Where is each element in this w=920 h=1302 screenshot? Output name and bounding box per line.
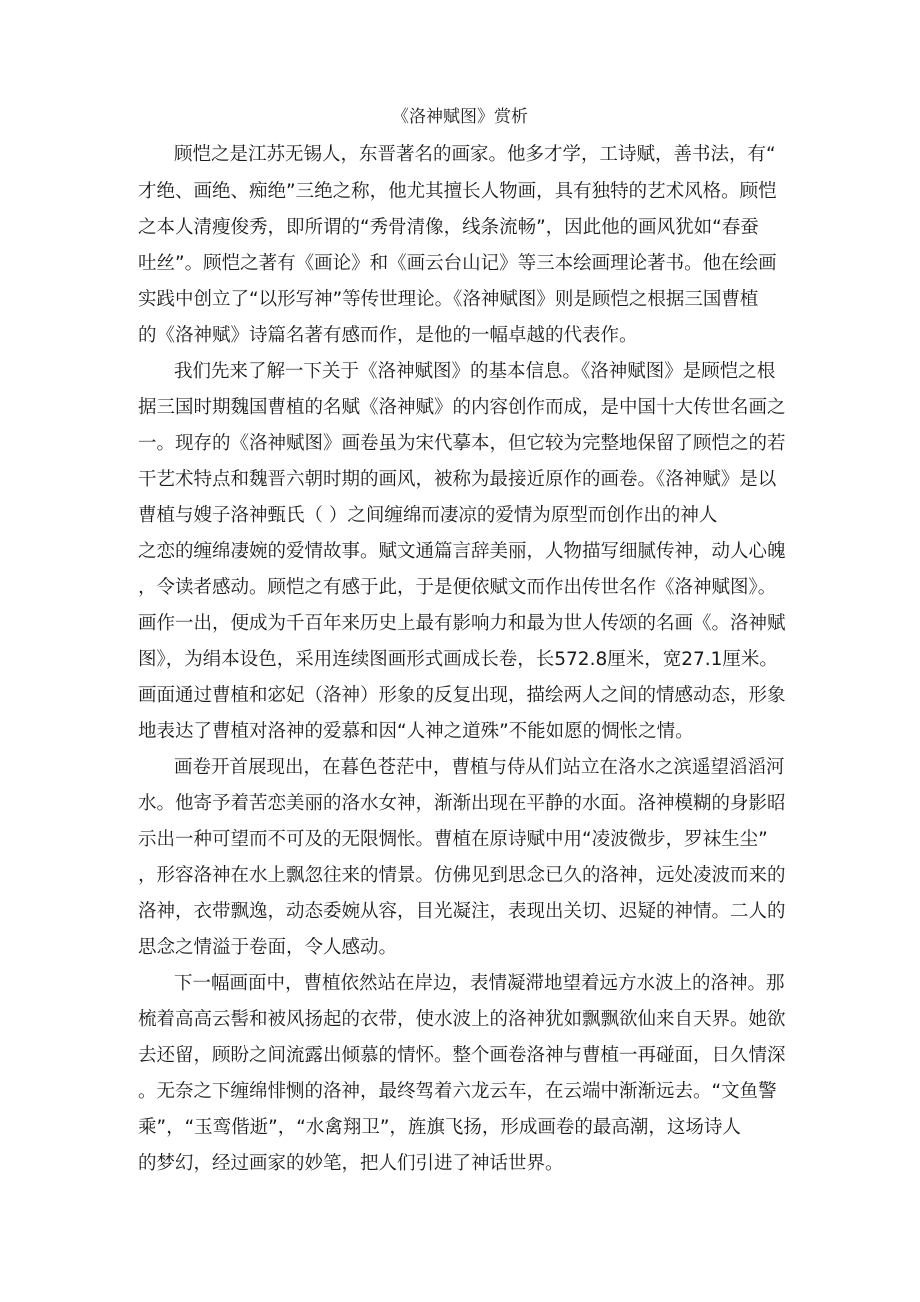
text-line: 下一幅画面中，曹植依然站在岸边，表情凝滞地望着远方水波上的洛神。那 <box>174 973 785 994</box>
text-line: 才绝、画绝、痴绝”三绝之称，他尤其擅长人物画，具有独特的艺术风格。顾恺 <box>138 181 777 202</box>
text-line: 思念之情溢于卷面，令人感动。 <box>138 937 398 958</box>
text-line: 顾恺之是江苏无锡人，东晋著名的画家。他多才学，工诗赋，善书法，有“ <box>174 144 776 165</box>
text-line: 的《洛神赋》诗篇名著有感而作，是他的一幅卓越的代表作。 <box>138 325 638 346</box>
text-line: 据三国时期魏国曹植的名赋《洛神赋》的内容创作而成，是中国十大传世名画之 <box>138 397 786 418</box>
text-line: 一。现存的《洛神赋图》画卷虽为宋代摹本，但它较为完整地保留了顾恺之的若 <box>138 433 786 454</box>
text-line: 吐丝”。顾恺之著有《画论》和《画云台山记》等三本绘画理论著书。他在绘画 <box>138 253 777 274</box>
text-line: 画卷开首展现出，在暮色苍茫中，曹植与侍从们站立在洛水之滨遥望滔滔河 <box>174 757 785 778</box>
text-line: 的梦幻，经过画家的妙笔，把人们引进了神话世界。 <box>138 1153 564 1174</box>
text-line: 示出一种可望而不可及的无限惆怅。曹植在原诗赋中用“凌波微步，罗袜生尘” <box>138 829 768 850</box>
text-line: 水。他寄予着苦恋美丽的洛水女神，渐渐出现在平静的水面。洛神模糊的身影昭 <box>138 793 786 814</box>
text-line: 乘”，“玉鸾偕逝”，“水禽翔卫”，旌旗飞扬，形成画卷的最高潮，这场诗人 <box>138 1117 741 1138</box>
text-line: 图》，为绢本设色，采用连续图画形式画成长卷，长572.8厘米，宽27.1厘米。 <box>138 649 778 670</box>
text-line: 去还留，顾盼之间流露出倾慕的情怀。整个画卷洛神与曹植一再碰面，日久情深 <box>138 1045 786 1066</box>
text-line: 地表达了曹植对洛神的爱慕和因“人神之道殊”不能如愿的惆怅之情。 <box>138 721 694 742</box>
text-line: 实践中创立了“以形写神”等传世理论。《洛神赋图》则是顾恺之根据三国曹植 <box>138 289 759 310</box>
text-line: 曹植与嫂子洛神甄氏（ ）之间缠绵而凄凉的爱情为原型而创作出的神人 <box>138 505 718 526</box>
text-line: 梳着高高云髻和被风扬起的衣带，使水波上的洛神犹如飘飘欲仙来自天界。她欲 <box>138 1009 786 1030</box>
text-line: 画面通过曹植和宓妃（洛神）形象的反复出现，描绘两人之间的情感动态，形象 <box>138 685 786 706</box>
text-line: 。无奈之下缠绵悱恻的洛神，最终驾着六龙云车，在云端中渐渐远去。“文鱼警 <box>138 1081 777 1102</box>
document-title: 《洛神赋图》赏析 <box>392 107 528 127</box>
text-line: 我们先来了解一下关于《洛神赋图》的基本信息。《洛神赋图》是顾恺之根 <box>174 361 776 382</box>
text-line: 之本人清瘦俊秀，即所谓的“秀骨清像，线条流畅”，因此他的画风犹如“春蚕 <box>138 217 759 238</box>
text-line: ，令读者感动。顾恺之有感于此，于是便依赋文而作出传世名作《洛神赋图》。 <box>138 577 777 598</box>
text-line: 画作一出，便成为千百年来历史上最有影响力和最为世人传颂的名画《。洛神赋 <box>138 613 786 634</box>
text-line: 洛神，衣带飘逸，动态委婉从容，目光凝注，表现出关切、迟疑的神情。二人的 <box>138 901 786 922</box>
text-line: 干艺术特点和魏晋六朝时期的画风，被称为最接近原作的画卷。《洛神赋》是以 <box>138 469 777 490</box>
text-line: ，形容洛神在水上飘忽往来的情景。仿佛见到思念已久的洛神，远处凌波而来的 <box>138 865 786 886</box>
text-line: 之恋的缠绵凄婉的爱情故事。赋文通篇言辞美丽，人物描写细腻传神，动人心魄 <box>138 541 786 562</box>
